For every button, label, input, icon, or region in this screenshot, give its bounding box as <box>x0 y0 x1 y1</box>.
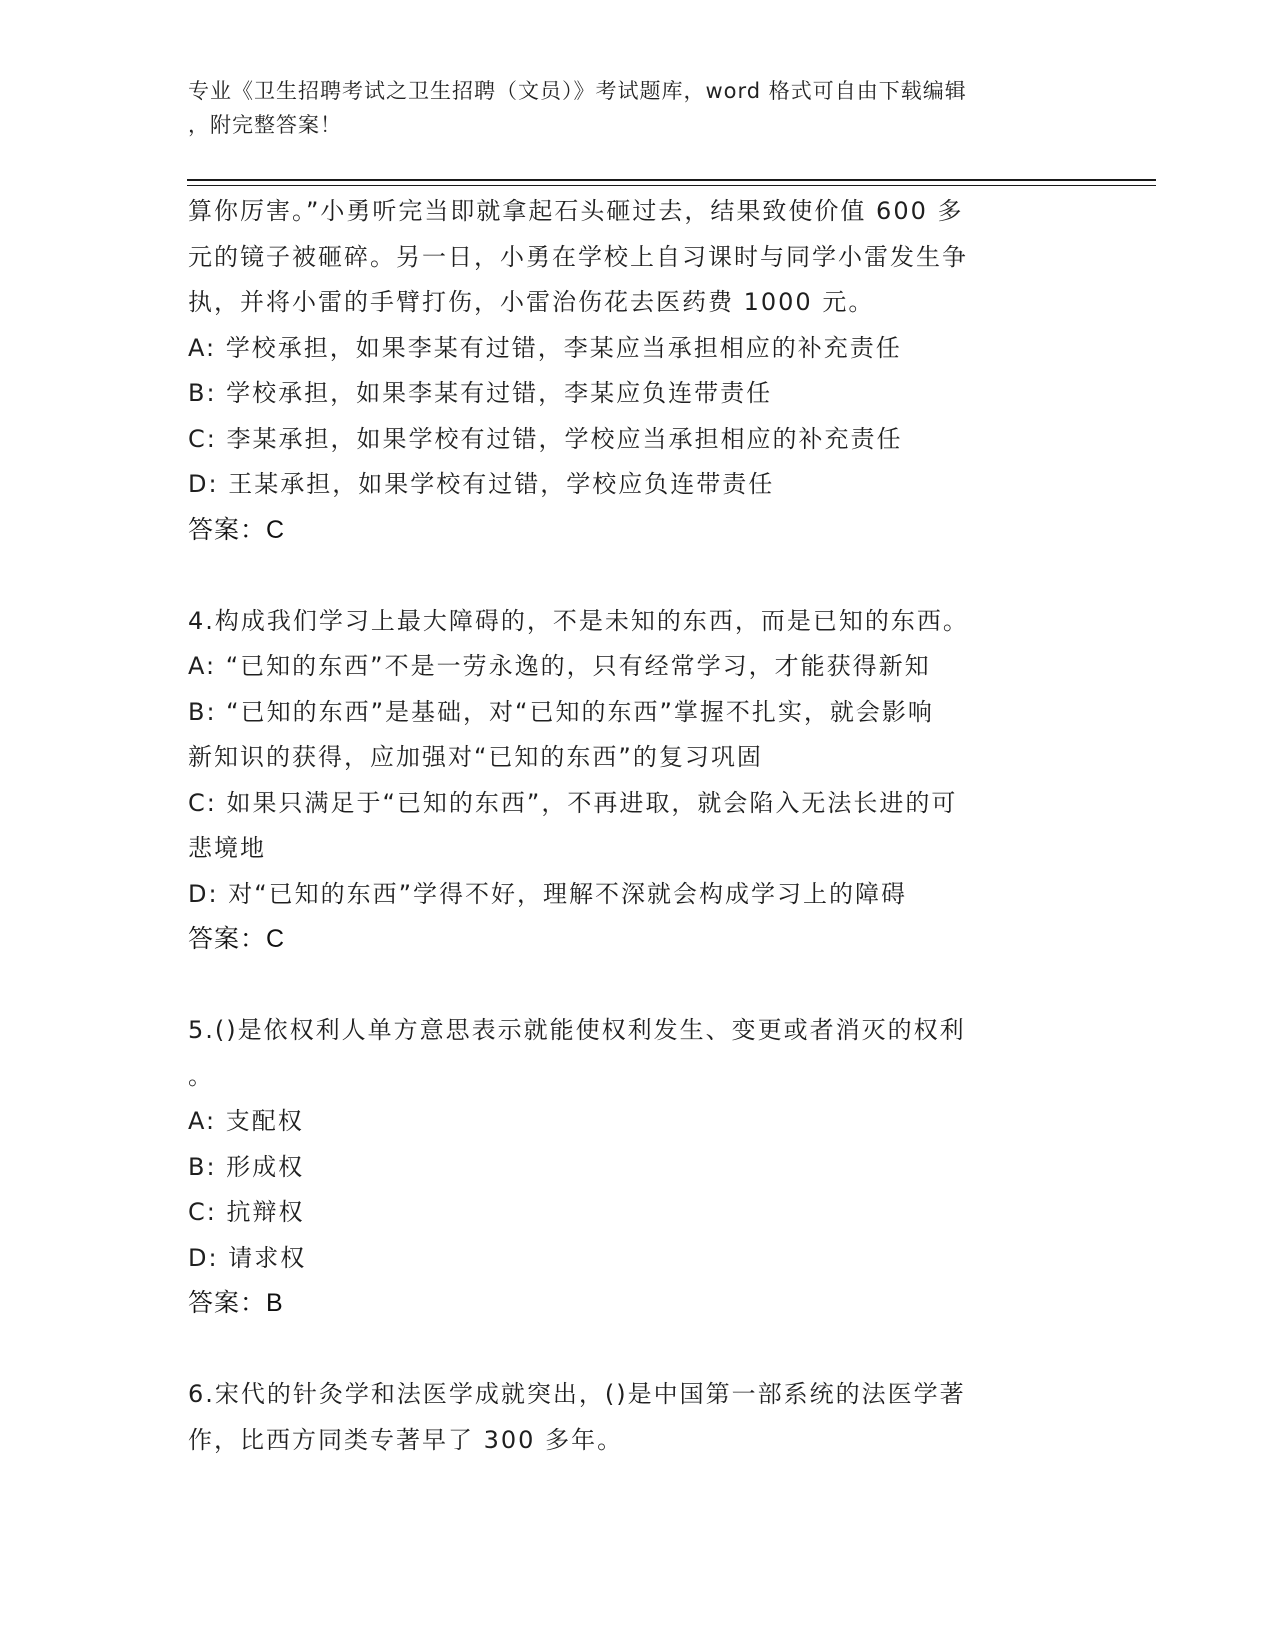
question-text-line: 4.构成我们学习上最大障碍的，不是未知的东西，而是已知的东西。 <box>188 606 969 635</box>
question-spacer <box>188 1327 1088 1373</box>
option-b: B: “已知的东西”是基础，对“已知的东西”掌握不扎实，就会影响 <box>188 697 934 726</box>
header-line-1: 专业《卫生招聘考试之卫生招聘（文员）》考试题库，word 格式可自由下载编辑 <box>188 79 967 103</box>
answer-label: 答案：C <box>188 515 286 544</box>
question-text-line: 5.()是依权利人单方意思表示就能使权利发生、变更或者消灭的权利 <box>188 1016 966 1044</box>
answer-label: 答案：C <box>188 925 286 953</box>
question-block <box>188 189 1088 553</box>
question-text-line: 。 <box>188 1061 214 1090</box>
question-spacer <box>188 553 1088 599</box>
option-b: B: 学校承担，如果李某有过错，李某应负连带责任 <box>188 379 773 407</box>
question-text-line: 作，比西方同类专著早了 300 多年。 <box>188 1425 624 1454</box>
question-block <box>188 1008 1088 1327</box>
question-text-line: 元的镜子被砸碎。另一日，小勇在学校上自习课时与同学小雷发生争 <box>188 242 968 271</box>
option-c-continued: 悲境地 <box>188 834 266 862</box>
header-rule-thin <box>187 185 1156 186</box>
question-text-line: 算你厉害。”小勇听完当即就拿起石头砸过去，结果致使价值 600 多 <box>188 197 964 225</box>
option-d: D: 对“已知的东西”学得不好，理解不深就会构成学习上的障碍 <box>188 879 908 908</box>
header-rule-thick <box>187 179 1156 181</box>
document-header <box>188 74 1088 142</box>
option-a: A: 学校承担，如果李某有过错，李某应当承担相应的补充责任 <box>188 333 902 362</box>
option-c: C: 李某承担，如果学校有过错，学校应当承担相应的补充责任 <box>188 424 903 453</box>
question-spacer <box>188 963 1088 1009</box>
answer-label: 答案：B <box>188 1289 284 1317</box>
question-block <box>188 599 1088 963</box>
option-a: A: “已知的东西”不是一劳永逸的，只有经常学习，才能获得新知 <box>188 652 931 680</box>
option-d: D: 王某承担，如果学校有过错，学校应负连带责任 <box>188 470 775 498</box>
document-body <box>188 189 1088 1463</box>
option-b-continued: 新知识的获得，应加强对“已知的东西”的复习巩固 <box>188 743 763 771</box>
question-block <box>188 1372 1088 1463</box>
question-text-line: 6.宋代的针灸学和法医学成就突出，()是中国第一部系统的法医学著 <box>188 1380 966 1408</box>
option-a: A: 支配权 <box>188 1107 304 1135</box>
option-c: C: 如果只满足于“已知的东西”，不再进取，就会陷入无法长进的可 <box>188 788 958 817</box>
option-d: D: 请求权 <box>188 1243 307 1272</box>
option-b: B: 形成权 <box>188 1152 305 1181</box>
header-line-2: ，附完整答案！ <box>188 113 342 137</box>
option-c: C: 抗辩权 <box>188 1198 305 1226</box>
question-text-line: 执，并将小雷的手臂打伤，小雷治伤花去医药费 1000 元。 <box>188 288 875 316</box>
